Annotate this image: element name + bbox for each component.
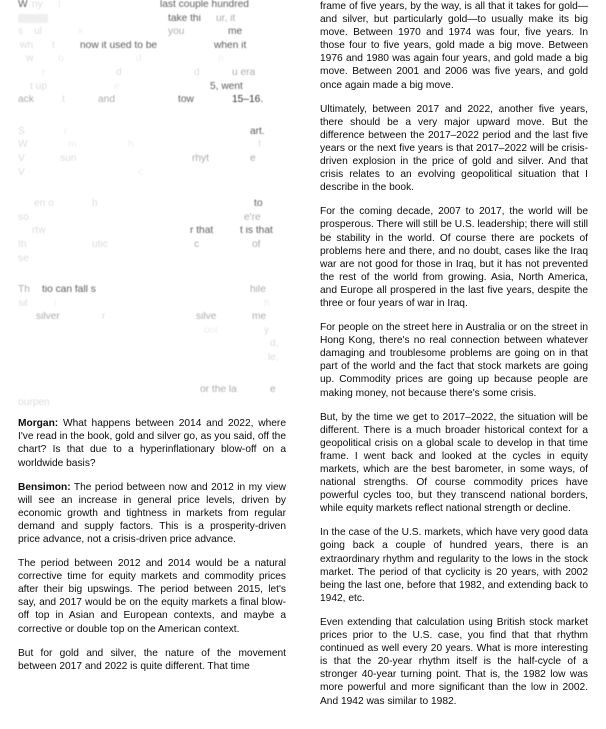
speaker-label: Morgan: [18, 418, 59, 430]
degraded-scan-region [18, 0, 286, 407]
ghost-line: t up e 5, went [30, 81, 243, 91]
paragraph [320, 103, 588, 195]
ghost-line: S r art. [18, 126, 265, 136]
left-column [18, 0, 286, 684]
ghost-line: or the la e [200, 384, 276, 394]
ghost-line: V sun rhyt e [18, 153, 256, 163]
ghost-line: th utic c of [18, 239, 261, 249]
paragraph [320, 0, 588, 92]
paragraph-text: But, by the time we get to 2017–2022, the situation will be different. There is a much broader historical context for a geopolitical crisis on a global scale to develop in that time frame. I went back and looked at the cycles in equity markets, which are the best barometer, in some ways, of national strengths. Of course commodity prices have powerful cycles too, but they transcend national borders, while equity markets reflect national strength or decline. [320, 411, 588, 515]
ghost-line: r d d u era [42, 67, 256, 77]
paragraph [320, 616, 588, 708]
paragraph [320, 411, 588, 516]
ghost-line: V c [18, 167, 144, 177]
paragraph-morgan-question [18, 417, 286, 469]
ghost-line: le, [268, 353, 279, 363]
paragraph-text: But for gold and silver, the nature of the movement between 2017 and 2022 is quite different. That time [18, 647, 286, 672]
paragraph-text: For the coming decade, 2007 to 2017, the world will be prosperous. There will still be U.S. leadership; there will still be stability in the world. Of course there are pockets of problems here and there, and no doubt, cases like the Iraq war are not good for those in Iraq, but it has not prevented the rest of the world from growing. Asia, North America, and Europe all prospered in the last five years, despite the three or four years of war in Iraq. [320, 206, 588, 309]
ghost-line: ool y [204, 325, 270, 335]
ghost-line: d, [270, 339, 279, 349]
ghost-line: sil i h [18, 298, 270, 308]
ghost-line: en o h to [34, 199, 263, 209]
paragraph [320, 205, 588, 310]
paragraph [18, 647, 286, 673]
paragraph [320, 321, 588, 400]
paragraph-text: For people on the street here in Australia or on the street in Hong Kong, there's no real connection between whatever damaging and troublesome problems are going on in that part of the world and the fact that stock markets are going up. Commodity prices are going up because people are making money, not because there's some crisis. [320, 322, 588, 399]
paragraph [320, 526, 588, 605]
speaker-label: Bensimon: [18, 481, 71, 493]
right-column [320, 0, 588, 719]
paragraph-text: The period between 2012 and 2014 would be a natural corrective time for equity markets and commodity prices after their big upswings. The period between 2015, let's say, and 2017 would be on the equity markets a final blow-off top in Asian and European contexts, and maybe a corrective or double top on the American context. [18, 558, 286, 635]
paragraph-text: What happens between 2014 and 2022, where I've read in the book, gold and silver go, as you said, off the chart? Is that due to a hyperinflationary blow-off on a worldwide basis? [18, 418, 286, 469]
ghost-line: s ul x you me [18, 27, 243, 37]
paragraph-text: Even extending that calculation using British stock market prices prior to the U.S. case, you find that that rhythm continued as well every 20 years. What is more interesting is that the 20-year rhythm itself is the half-cycle of a stronger 40-year turning point. That is, the 1982 low was more powerful and more significant than the low in 2002. And 1942 was similar to 1982. [320, 616, 588, 707]
ghost-line: take thi ur, it [18, 14, 286, 23]
paragraph-text: frame of five years, by the way, is all that it takes for gold—and silver, but particularly gold—to usually make its big move. Between 1970 and 1974 was four, five years. In those four to five years, gold made a big move. Between 1976 and 1980 was again four years, and gold made a big move. Between 2001 and 2006 was five years, and gold once again made a big move. [320, 1, 588, 91]
ghost-line: Th tio can fall s hile [18, 285, 266, 295]
ghost-line: W ny t last couple hundred [18, 0, 249, 9]
paragraph-text: The period between now and 2012 in my view will see an increase in general price levels, driven by economic growth and tightness in markets from regular demand and supply factors. This is a prosperity-driven price advance, not a crisis-driven price advance. [18, 481, 286, 545]
ghost-line: se [18, 253, 29, 263]
ghost-line: W m h f [18, 140, 261, 150]
paragraph-text: In the case of the U.S. markets, which have very good data going back a couple of hundred years, there is an extraordinary rhythm and regularity to the lows in the stock market. The period of that cyclicity is 20 years, with 2002 being the last one, before that 1982, and extending back to 1942, etc. [320, 527, 588, 604]
paragraph [18, 557, 286, 636]
ghost-line: rtw r that t is that [32, 226, 273, 236]
ghost-line: silver r silve me [36, 312, 267, 322]
ghost-line: w o d n [26, 54, 224, 64]
paragraph-text: Ultimately, between 2017 and 2022, another five years, there should be a very major upward move. But the difference between the 2017–2022 period and the last five years or the next five years is that 2017–2022 will be crisis-driven explosion in the price of gold and silver. And that crisis relates to an evolving geopolitical situation that I describe in the book. [320, 103, 588, 194]
ghost-line: wh t now it used to be when it [20, 40, 247, 50]
ghost-line: ourpen [18, 398, 50, 408]
ghost-line: so e're [18, 212, 261, 222]
paragraph-bensimon-answer [18, 481, 286, 546]
ghost-line: ack t and tow 15–16. [18, 95, 264, 105]
